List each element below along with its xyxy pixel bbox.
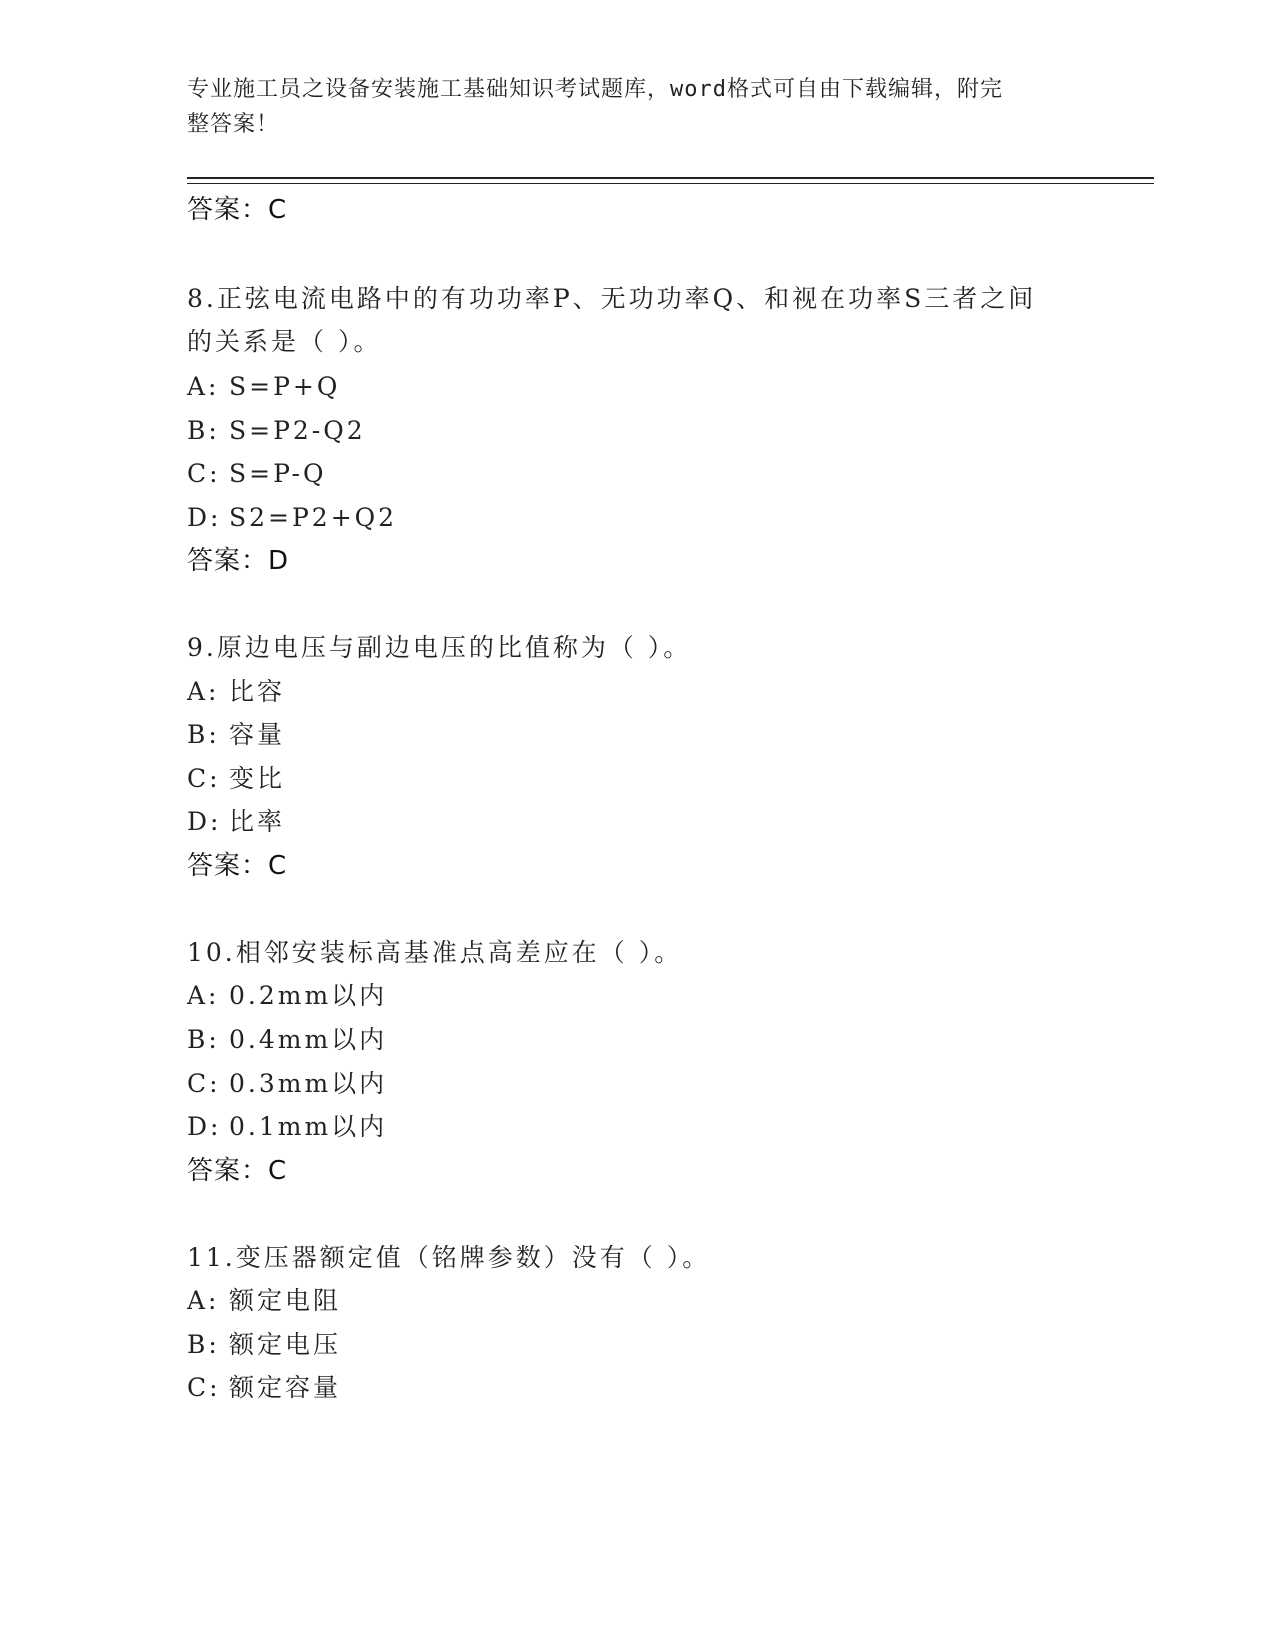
- option-letter: A:: [187, 372, 220, 401]
- previous-answer: 答案：C: [187, 195, 288, 225]
- option-text: 比容: [229, 677, 286, 706]
- option-letter: A:: [187, 981, 220, 1010]
- question-8-option-a: [187, 371, 340, 403]
- question-11-option-b: [187, 1329, 341, 1361]
- option-letter: C:: [187, 1069, 221, 1098]
- question-9-stem-line-1: 9.原边电压与副边电压的比值称为（ ）。: [187, 633, 692, 662]
- question-8-stem-line-1: 8.正弦电流电路中的有功功率P、无功功率Q、和视在功率S三者之间: [187, 284, 1037, 313]
- header-divider-thick: [187, 177, 1154, 179]
- option-text: 比率: [229, 807, 286, 836]
- option-text: S2=P2+Q2: [229, 503, 398, 532]
- option-text: 0.1mm以内: [229, 1112, 388, 1141]
- option-text: 变比: [229, 764, 286, 793]
- question-8-stem-line-2: 的关系是（ ）。: [187, 327, 382, 356]
- question-11-stem-line-1: 11.变压器额定值（铭牌参数）没有（ ）。: [187, 1243, 711, 1272]
- option-text: 容量: [229, 720, 286, 749]
- option-text: 0.4mm以内: [229, 1025, 388, 1054]
- option-letter: C:: [187, 764, 221, 793]
- option-letter: A:: [187, 677, 220, 706]
- question-8-answer: 答案：D: [187, 546, 290, 576]
- header-divider-thin: [187, 183, 1154, 184]
- question-8-option-b: [187, 415, 366, 447]
- option-letter: A:: [187, 1286, 220, 1315]
- option-text: S=P2-Q2: [229, 416, 366, 445]
- question-10-option-a: [187, 980, 387, 1012]
- option-text: 额定电阻: [229, 1286, 342, 1315]
- question-9-option-d: [187, 806, 285, 838]
- question-11-option-c: [187, 1372, 341, 1404]
- question-9-option-a: [187, 676, 285, 708]
- option-letter: D:: [187, 1112, 222, 1141]
- question-10-option-d: [187, 1111, 387, 1143]
- question-11-option-a: [187, 1285, 341, 1317]
- option-letter: C:: [187, 459, 221, 488]
- option-text: 0.2mm以内: [229, 981, 388, 1010]
- question-10-option-c: [187, 1068, 387, 1100]
- question-9-option-c: [187, 763, 285, 795]
- option-letter: C:: [187, 1373, 221, 1402]
- question-9-answer: 答案：C: [187, 851, 288, 881]
- option-text: S=P+Q: [229, 372, 341, 401]
- option-letter: D:: [187, 807, 222, 836]
- question-10-answer: 答案：C: [187, 1156, 288, 1186]
- option-text: S=P-Q: [229, 459, 327, 488]
- option-letter: B:: [187, 416, 220, 445]
- option-text: 额定电压: [229, 1330, 342, 1359]
- option-letter: B:: [187, 1025, 220, 1054]
- option-text: 0.3mm以内: [229, 1069, 388, 1098]
- option-text: 额定容量: [229, 1373, 342, 1402]
- document-header: [187, 72, 1067, 142]
- question-9-option-b: [187, 719, 285, 751]
- question-10-stem-line-1: 10.相邻安装标高基准点高差应在（ ）。: [187, 938, 683, 967]
- header-title-line-1: 专业施工员之设备安装施工基础知识考试题库，word格式可自由下载编辑，附完: [187, 77, 1003, 102]
- header-title-line-2: 整答案！: [187, 112, 280, 137]
- option-letter: D:: [187, 503, 222, 532]
- question-8-option-d: [187, 502, 397, 534]
- question-10-option-b: [187, 1024, 387, 1056]
- option-letter: B:: [187, 1330, 220, 1359]
- question-8-option-c: [187, 458, 326, 490]
- option-letter: B:: [187, 720, 220, 749]
